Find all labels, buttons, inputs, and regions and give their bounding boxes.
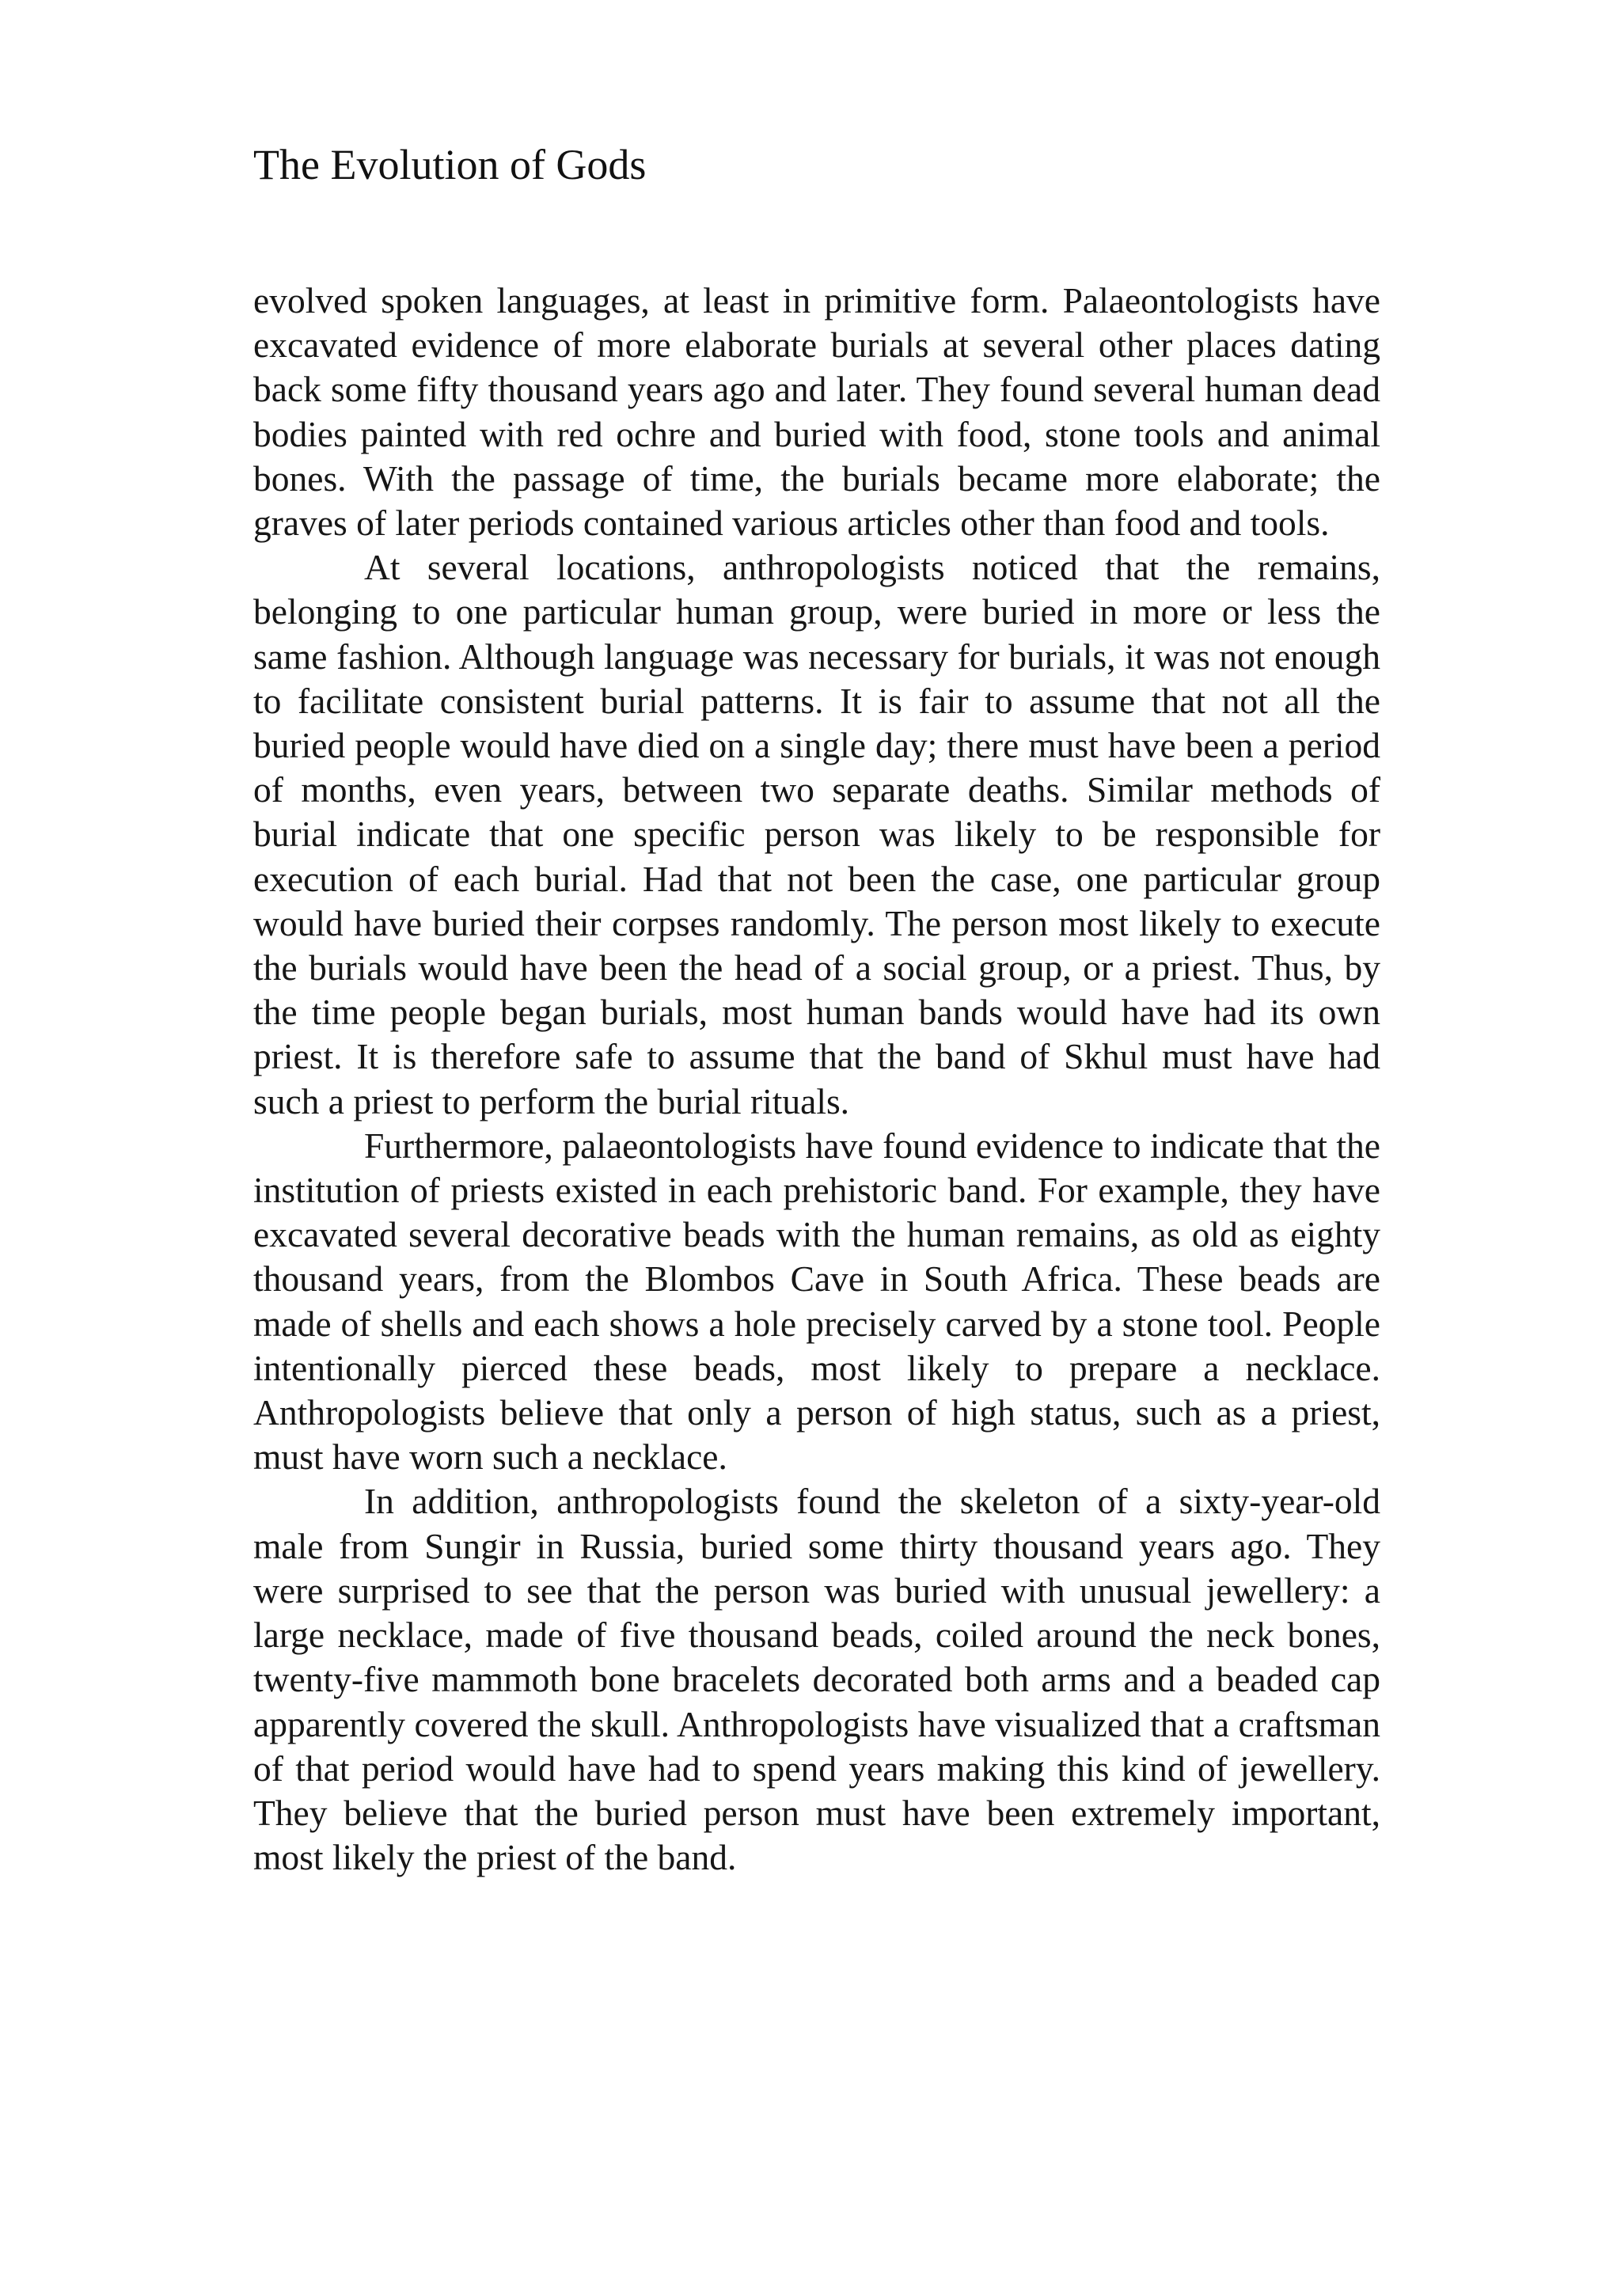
paragraph-sungir-burial: In addition, anthropologists found the skeleton of a sixty-year-old male from Sungir in Russia, buried some thirty thousand years ago. They were surprised to see that the person was buried with unusual jewellery: a large necklace, made of five thousand beads, coiled around the neck bones, twenty-five mammoth bone bracelets decorated both arms and a beaded cap apparently covered the skull. Anthropologists have visualized that a craftsman of that period would have had to spend years making this kind of jewellery. They believe that the buried person must have been extremely important, most likely the priest of the band. bbox=[253, 1481, 1380, 1878]
paragraph-blombos-beads: Furthermore, palaeontologists have found evidence to indicate that the institution of priests existed in each prehistoric band. For example, they have excavated several decorative beads with the human remains, as old as eighty thousand years, from the Blombos Cave in South Africa. These beads are made of shells and each shows a hole precisely carved by a stone tool. People intentionally pierced these beads, most likely to prepare a necklace. Anthropologists believe that only a person of high status, such as a priest, must have worn such a necklace. bbox=[253, 1125, 1380, 1478]
body-text bbox=[253, 279, 1380, 1880]
running-head-title: The Evolution of Gods bbox=[253, 141, 647, 188]
paragraph-burial-patterns: At several locations, anthropologists noticed that the remains, belonging to one particular human group, were buried in more or less the same fashion. Although language was necessary for burials, it was not enough to facilitate consistent burial patterns. It is fair to assume that not all the buried people would have died on a single day; there must have been a period of months, even years, between two separate deaths. Similar methods of burial indicate that one specific person was likely to be responsible for execution of each burial. Had that not been the case, one particular group would have buried their corpses randomly. The person most likely to execute the burials would have been the head of a social group, or a priest. Thus, by the time people began burials, most human bands would have had its own priest. It is therefore safe to assume that the band of Skhul must have had such a priest to perform the burial rituals. bbox=[253, 547, 1380, 1121]
paragraph-continued: evolved spoken languages, at least in primitive form. Palaeontologists have excavated evidence of more elaborate burials at several other places dating back some fifty thousand years ago and later. They found several human dead bodies painted with red ochre and buried with food, stone tools and animal bones. With the passage of time, the burials became more elaborate; the graves of later periods contained various articles other than food and tools. bbox=[253, 280, 1380, 544]
